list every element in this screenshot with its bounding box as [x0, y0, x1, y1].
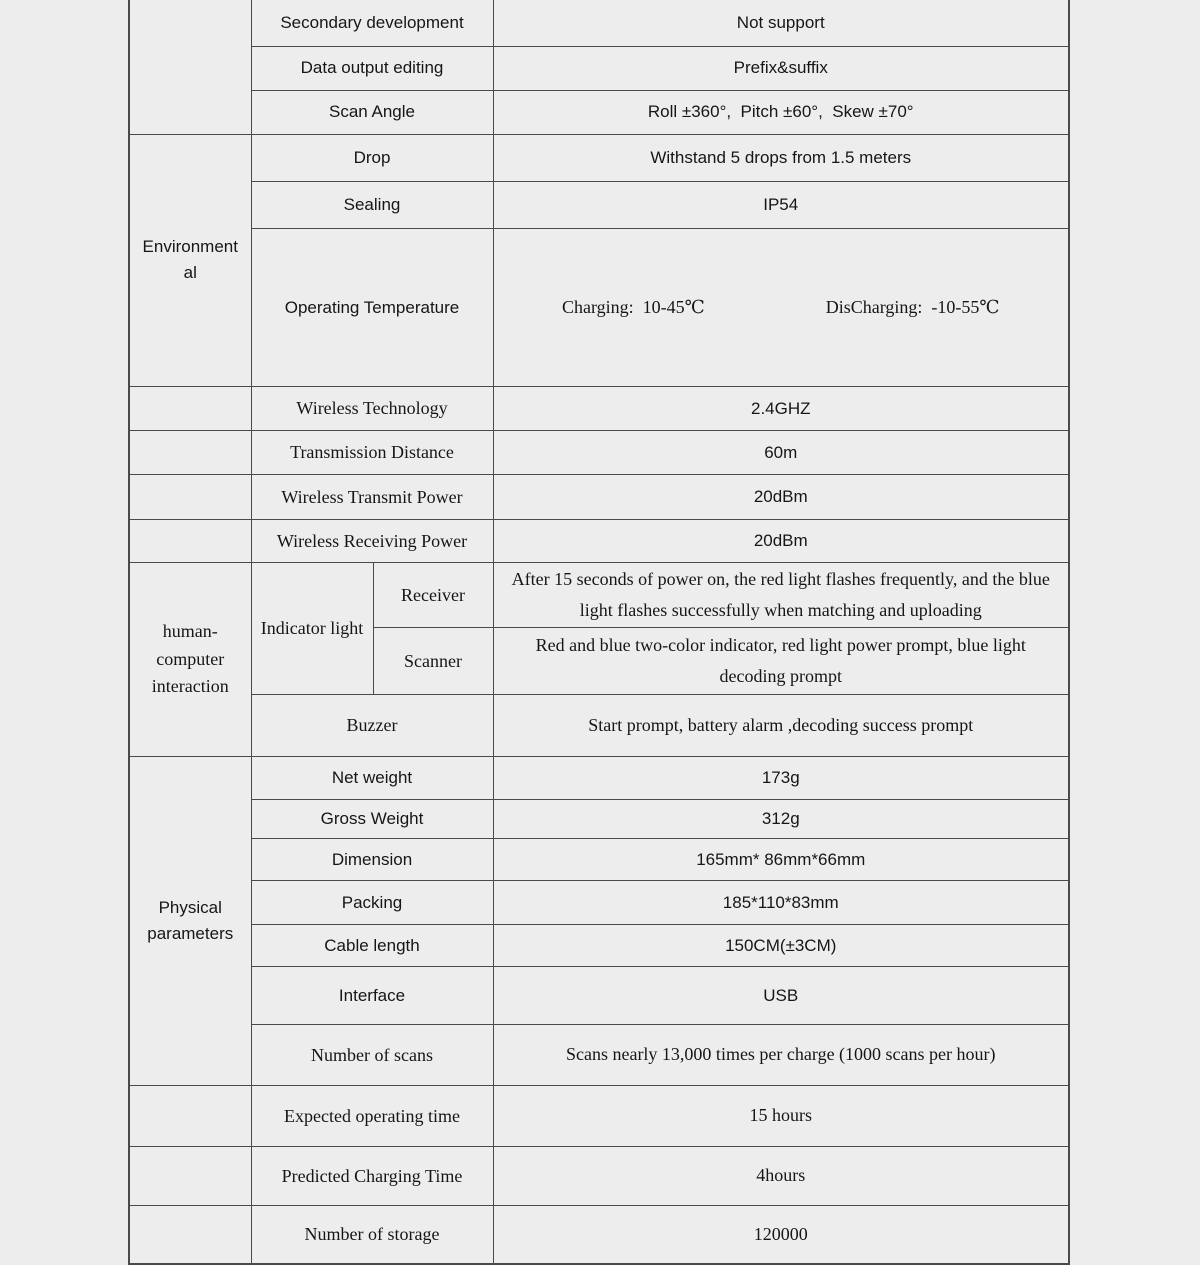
charging-temp: Charging: 10-45℃ [561, 296, 705, 317]
spec-row [129, 695, 1069, 757]
value-cell: 4hours [493, 1147, 1069, 1206]
spec-row [129, 757, 1069, 800]
spec-row [129, 46, 1069, 90]
spec-row [129, 1206, 1069, 1264]
spec-row [129, 563, 1069, 628]
value-cell: USB [493, 967, 1069, 1025]
value-cell: Red and blue two-color indicator, red light power prompt, blue light decoding prompt [493, 628, 1069, 695]
param-label: Scanner [373, 628, 493, 695]
value-cell: 312g [493, 800, 1069, 839]
temperature-values [502, 292, 1061, 324]
spec-row [129, 925, 1069, 967]
param-label: Dimension [251, 839, 493, 881]
spec-row [129, 839, 1069, 881]
spec-row [129, 1025, 1069, 1086]
value-cell: 2.4GHZ [493, 387, 1069, 431]
value-cell: Prefix&suffix [493, 46, 1069, 90]
spec-row [129, 228, 1069, 387]
value-cell: 150CM(±3CM) [493, 925, 1069, 967]
value-cell: 15 hours [493, 1086, 1069, 1147]
param-label: Expected operating time [251, 1086, 493, 1147]
discharging-temp: DisCharging: -10-55℃ [825, 296, 1000, 317]
param-label: Sealing [251, 181, 493, 228]
param-label: Interface [251, 967, 493, 1025]
category-cell-empty-top [129, 0, 251, 134]
spec-row [129, 520, 1069, 563]
param-label: Number of storage [251, 1206, 493, 1264]
param-label: Gross Weight [251, 800, 493, 839]
value-cell: 120000 [493, 1206, 1069, 1264]
category-environmental: Environmental [129, 134, 251, 387]
param-label: Transmission Distance [251, 431, 493, 475]
value-cell: Scans nearly 13,000 times per charge (1000 scans per hour) [493, 1025, 1069, 1086]
param-label: Wireless Transmit Power [251, 475, 493, 520]
value-cell: Roll ±360°, Pitch ±60°, Skew ±70° [493, 90, 1069, 134]
spec-row [129, 881, 1069, 925]
param-label: Number of scans [251, 1025, 493, 1086]
category-cell-empty [129, 1147, 251, 1206]
param-label: Packing [251, 881, 493, 925]
param-label: Predicted Charging Time [251, 1147, 493, 1206]
value-cell [493, 228, 1069, 387]
spec-table [128, 0, 1070, 1265]
category-cell-empty [129, 431, 251, 475]
spec-row [129, 387, 1069, 431]
category-cell-empty [129, 1206, 251, 1264]
param-label: Net weight [251, 757, 493, 800]
value-cell: IP54 [493, 181, 1069, 228]
value-cell: After 15 seconds of power on, the red light flashes frequently, and the blue light flashes successfully when matching and uploading [493, 563, 1069, 628]
spec-row [129, 90, 1069, 134]
value-cell: 60m [493, 431, 1069, 475]
param-label: Drop [251, 134, 493, 181]
category-cell-empty [129, 387, 251, 431]
indicator-light-group: Indicator light [251, 563, 373, 695]
value-cell: Withstand 5 drops from 1.5 meters [493, 134, 1069, 181]
category-physical: Physical parameters [129, 757, 251, 1086]
value-cell: 20dBm [493, 520, 1069, 563]
spec-row [129, 181, 1069, 228]
param-label: Scan Angle [251, 90, 493, 134]
param-label: Operating Temperature [251, 228, 493, 387]
spec-row [129, 1147, 1069, 1206]
value-cell: 173g [493, 757, 1069, 800]
spec-row [129, 431, 1069, 475]
value-cell: 20dBm [493, 475, 1069, 520]
spec-row [129, 800, 1069, 839]
spec-row [129, 967, 1069, 1025]
category-cell-empty [129, 520, 251, 563]
category-cell-empty [129, 475, 251, 520]
value-cell: Start prompt, battery alarm ,decoding success prompt [493, 695, 1069, 757]
param-label: Secondary development [251, 0, 493, 46]
param-label: Cable length [251, 925, 493, 967]
param-label: Buzzer [251, 695, 493, 757]
spec-row [129, 475, 1069, 520]
spec-row [129, 1086, 1069, 1147]
value-cell: Not support [493, 0, 1069, 46]
spec-row [129, 0, 1069, 46]
param-label: Wireless Technology [251, 387, 493, 431]
value-cell: 185*110*83mm [493, 881, 1069, 925]
param-label: Data output editing [251, 46, 493, 90]
value-cell: 165mm* 86mm*66mm [493, 839, 1069, 881]
category-hci: human-computer interaction [129, 563, 251, 757]
category-cell-empty [129, 1086, 251, 1147]
spec-row [129, 134, 1069, 181]
param-label: Wireless Receiving Power [251, 520, 493, 563]
param-label: Receiver [373, 563, 493, 628]
